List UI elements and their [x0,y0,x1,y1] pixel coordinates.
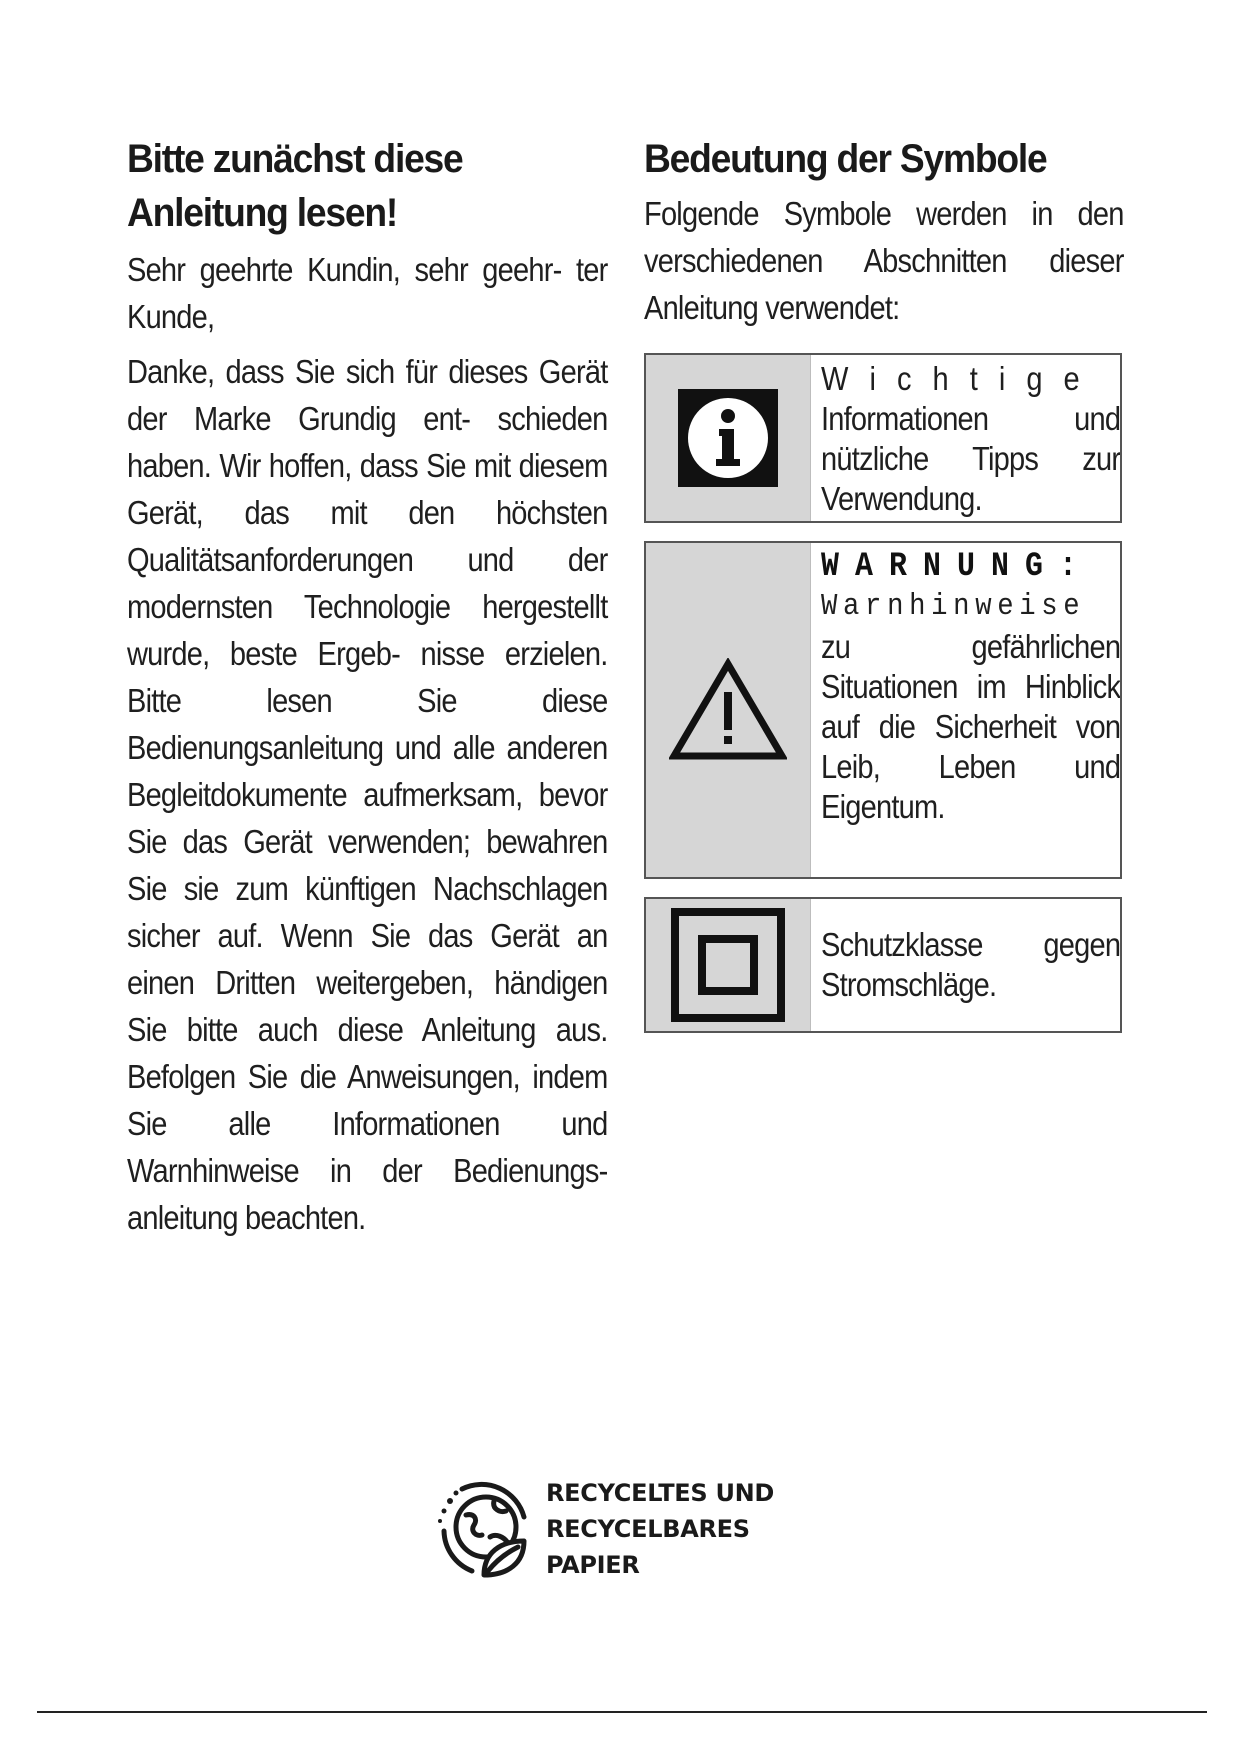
symbol-row-info [644,353,1122,523]
info-text: Informationen und nützliche Tipps zur Verwendung. [821,400,1120,517]
left-heading [127,132,611,240]
badge-line3: PAPIER [546,1551,640,1579]
warning-description [821,547,1120,827]
protection-text: Schutzklasse gegen Stromschläge. [821,926,1120,1003]
body-paragraph: Danke, dass Sie sich für dieses Gerät der Marke Grundig ent- schieden haben. Wir hoffen, dass Sie mit diesem Gerät, das mit den höchsten Qualitätsanforderungen und der modernsten Technologie hergestellt wurde, beste Ergeb- nisse erzielen. Bitte lesen Sie diese Bedienungsanleitung und alle anderen Begleitdokumente aufmerksam, bevor Sie das Gerät verwenden; bewahren Sie sie zum künftigen Nachschlagen sicher auf. Wenn Sie das Gerät an einen Dritten weitergeben, händigen Sie bitte auch diese Anleitung aus. Befolgen Sie die Anweisungen, indem Sie alle Informationen und Warnhinweise in der Bedienungs- anleitung beachten. [127,353,608,1236]
info-first-word: W i c h t i g e [821,360,1080,397]
warning-triangle-icon [669,658,787,762]
info-description [821,359,1120,519]
left-column [127,132,607,1241]
protection-class-icon [671,908,785,1022]
badge-line2: RECYCELBARES [546,1515,750,1543]
left-heading-line2: Anleitung lesen! [127,191,398,235]
symbols-intro-paragraph: Folgende Symbole werden in den verschiedenen Abschnitten dieser Anleitung verwendet: [644,195,1124,326]
badge-text [546,1475,774,1583]
recycled-paper-badge [432,1464,802,1594]
warning-title: W A R N U N G : [821,548,1077,586]
right-heading: Bedeutung der Symbole [644,137,1047,181]
greeting-paragraph: Sehr geehrte Kundin, sehr geehr- ter Kunde, [127,251,608,335]
protection-icon-cell [646,899,811,1031]
recycled-paper-icon [432,1471,536,1587]
info-text-cell [811,355,1120,521]
warning-text-cell [811,543,1120,877]
info-icon-cell [646,355,811,521]
warning-first-word: W a r n h i n w e i s e [821,589,1080,624]
right-column [644,132,1124,1003]
symbol-row-protection [644,897,1122,1033]
badge-line1: RECYCELTES UND [546,1479,775,1507]
symbol-row-warning [644,541,1122,879]
warning-text: zu gefährlichen Situationen im Hinblick auf die Sicherheit von Leib, Leben und Eigentum. [821,628,1120,825]
warning-icon-cell [646,543,811,877]
footer-divider [37,1711,1207,1713]
left-heading-line1: Bitte zunächst diese [127,137,463,181]
protection-text-cell [811,899,1120,1031]
info-icon [678,389,778,487]
